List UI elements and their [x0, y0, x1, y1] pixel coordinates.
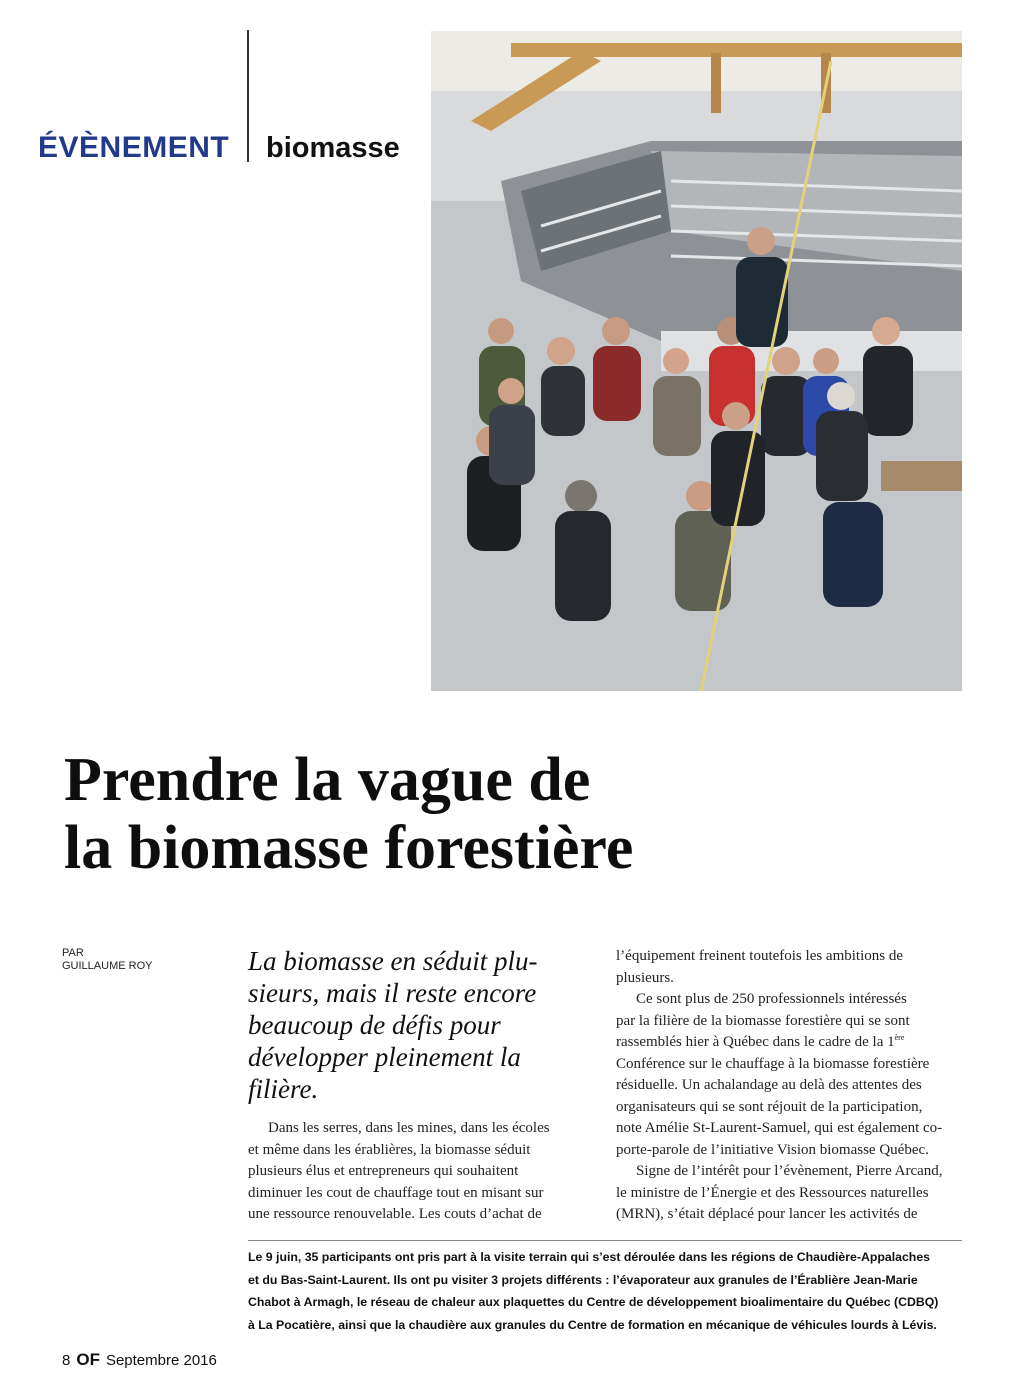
byline-label: PAR	[62, 947, 84, 959]
body-line: l’équipement freinent toutefois les ambitions de	[616, 948, 904, 964]
caption-line: à La Pocatière, ainsi que la chaudière aux granules du Centre de formation en mécanique de véhicules lourds à Lévis.	[248, 1317, 937, 1332]
body-column-1	[248, 1118, 578, 1226]
caption-divider	[248, 1240, 962, 1241]
article-headline	[64, 746, 964, 882]
lead-line: sieurs, mais il reste encore	[248, 978, 537, 1008]
body-line: Signe de l’intérêt pour l’évènement, Pierre Arcand,	[636, 1163, 943, 1179]
lead-line: développer pleinement la	[248, 1042, 521, 1072]
caption-line: et du Bas-Saint-Laurent. Ils ont pu visiter 3 projets différents : l’évaporateur aux granules de l’Érablière Jean-Marie	[248, 1272, 918, 1287]
lead-line: beaucoup de défis pour	[248, 1010, 501, 1040]
photo-illustration	[431, 31, 962, 691]
body-column-2	[616, 946, 966, 1226]
body-line: plusieurs.	[616, 969, 674, 986]
body-line: organisateurs qui se sont réjouit de la participation,	[616, 1098, 923, 1115]
body-line: plusieurs élus et entrepreneurs qui souhaitent	[248, 1163, 519, 1179]
issue-date: Septembre 2016	[105, 1352, 217, 1369]
caption-line: Chabot à Armagh, le réseau de chaleur aux plaquettes du Centre de développement bioalimentaire du Québec (CDBQ)	[248, 1295, 939, 1309]
body-line: Ce sont plus de 250 professionnels intéressés	[636, 991, 907, 1007]
headline-line: la biomasse forestière	[64, 814, 634, 882]
photo-caption	[248, 1246, 968, 1336]
body-line: porte-parole de l’initiative Vision biomasse Québec.	[616, 1141, 929, 1158]
article-photo	[431, 31, 962, 691]
header-divider	[247, 30, 249, 162]
body-line: (MRN), s’était déplacé pour lancer les activités de	[616, 1206, 918, 1222]
body-line: diminuer les cout de chauffage tout en misant sur	[248, 1184, 544, 1201]
body-line: Dans les serres, dans les mines, dans les écoles	[268, 1120, 550, 1136]
magazine-name: OF	[76, 1350, 100, 1369]
body-line: le ministre de l’Énergie et des Ressources naturelles	[616, 1184, 929, 1201]
byline-author: GUILLAUME ROY	[62, 960, 153, 972]
body-line: et même dans les érablières, la biomasse séduit	[248, 1141, 531, 1158]
body-line: note Amélie St-Laurent-Samuel, qui est également co-	[616, 1120, 943, 1136]
section-label: ÉVÈNEMENT	[38, 131, 230, 164]
byline	[62, 947, 152, 973]
body-line: par la filière de la biomasse forestière qui se sont	[616, 1012, 910, 1029]
page-footer	[62, 1350, 217, 1370]
body-line	[616, 1032, 966, 1054]
topic-label: biomasse	[266, 132, 400, 164]
body-line: résiduelle. Un achalandage au delà des attentes des	[616, 1077, 922, 1093]
caption-line: Le 9 juin, 35 participants ont pris part à la visite terrain qui s’est déroulée dans les régions de Chaudière-Appalaches	[248, 1250, 930, 1264]
body-line-text: rassemblés hier à Québec dans le cadre de la 1	[616, 1034, 895, 1050]
headline-line: Prendre la vague de	[64, 746, 591, 814]
body-line: Conférence sur le chauffage à la biomasse forestière	[616, 1055, 930, 1072]
lead-paragraph	[248, 945, 588, 1105]
ordinal-superscript: ère	[894, 1033, 905, 1042]
page-number: 8	[62, 1352, 71, 1369]
section-tag	[38, 130, 229, 166]
lead-line: filière.	[248, 1074, 319, 1104]
lead-line: La biomasse en séduit plu-	[248, 946, 538, 976]
body-line: une ressource renouvelable. Les couts d’achat de	[248, 1206, 542, 1222]
